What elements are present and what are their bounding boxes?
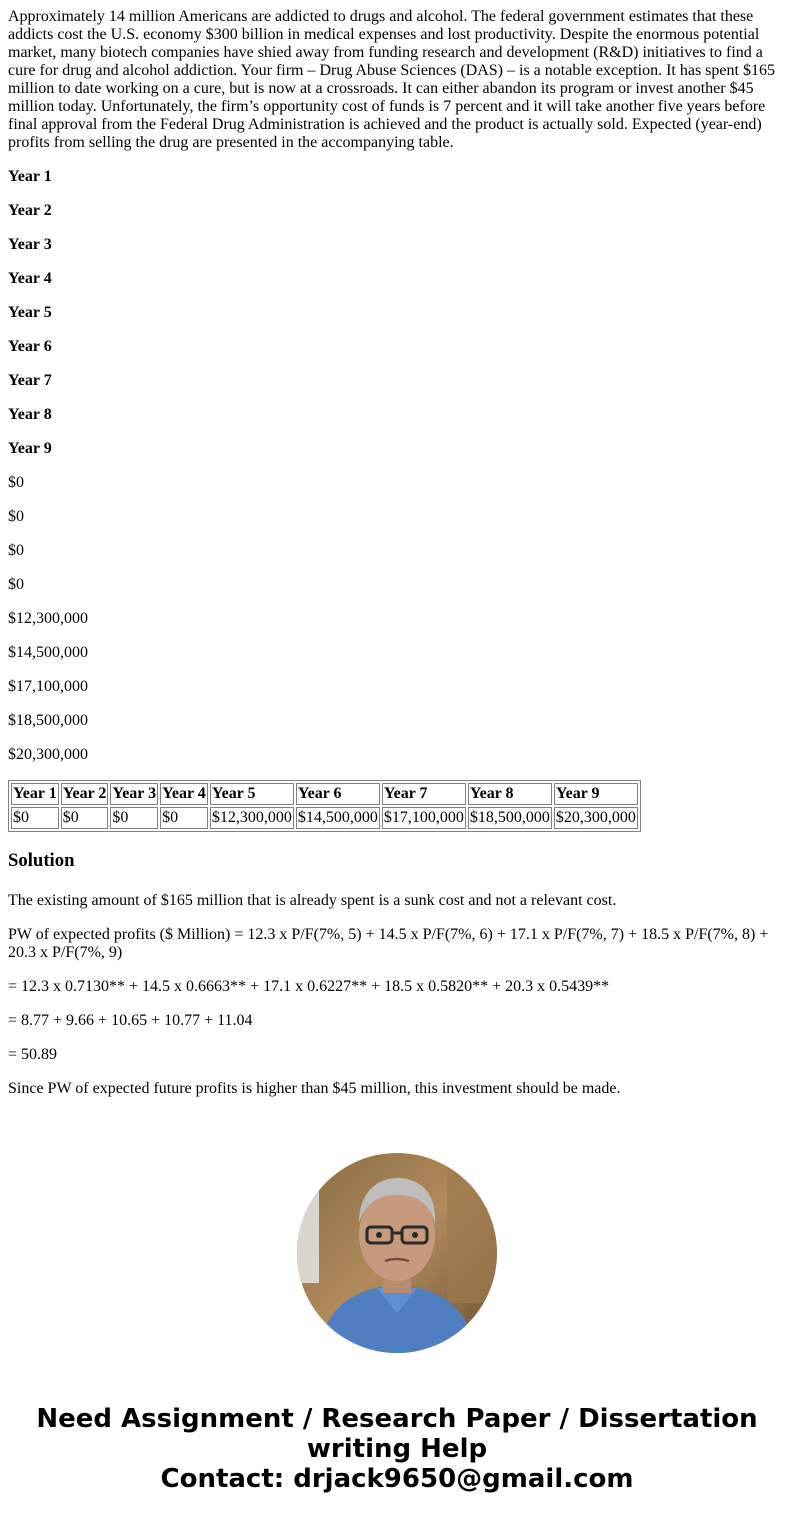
contact-line: Contact: drjack9650@gmail.com	[160, 1464, 634, 1494]
year-label: Year 9	[8, 440, 52, 457]
solution-line: = 8.77 + 9.66 + 10.65 + 10.77 + 11.04	[8, 1012, 253, 1029]
table-cell: $18,500,000	[468, 807, 552, 829]
solution-line: Since PW of expected future profits is higher than $45 million, this investment should be made.	[8, 1080, 621, 1097]
table-row	[11, 807, 638, 829]
table-header-cell: Year 5	[210, 783, 294, 805]
table-header-cell: Year 1	[11, 783, 59, 805]
table-cell: $0	[11, 807, 59, 829]
table-header-cell: Year 9	[554, 783, 638, 805]
table-header-cell: Year 3	[110, 783, 158, 805]
table-header-cell: Year 8	[468, 783, 552, 805]
profit-value: $12,300,000	[8, 610, 88, 627]
solution-line: = 12.3 x 0.7130** + 14.5 x 0.6663** + 17.1 x 0.6227** + 18.5 x 0.5820** + 20.3 x 0.5439**	[8, 978, 610, 995]
table-cell: $20,300,000	[554, 807, 638, 829]
year-label: Year 2	[8, 202, 52, 219]
table-cell: $12,300,000	[210, 807, 294, 829]
avatar	[297, 1153, 497, 1353]
profits-table	[8, 780, 641, 832]
table-cell: $0	[110, 807, 158, 829]
table-header-row	[11, 783, 638, 805]
author-portrait-image	[297, 1153, 497, 1353]
table-cell: $17,100,000	[382, 807, 466, 829]
year-label: Year 3	[8, 236, 52, 253]
table-header-cell: Year 7	[382, 783, 466, 805]
year-label: Year 4	[8, 270, 52, 287]
solution-line: PW of expected profits ($ Million) = 12.3 x P/F(7%, 5) + 14.5 x P/F(7%, 6) + 17.1 x P/F(7%, 7) + 18.5 x P/F(7%, 8) + 20.3 x P/F(7%, 9)	[8, 926, 769, 961]
table-header-cell: Year 6	[296, 783, 380, 805]
table-cell: $0	[61, 807, 109, 829]
year-label: Year 6	[8, 338, 52, 355]
promo-footer	[0, 1404, 794, 1494]
year-label: Year 7	[8, 372, 52, 389]
solution-heading: Solution	[8, 850, 75, 871]
year-label: Year 1	[8, 168, 52, 185]
profit-value: $20,300,000	[8, 746, 88, 763]
profit-value: $0	[8, 508, 24, 525]
year-label: Year 8	[8, 406, 52, 423]
table-cell: $0	[160, 807, 208, 829]
table-cell: $14,500,000	[296, 807, 380, 829]
solution-line: = 50.89	[8, 1046, 58, 1063]
profit-value: $17,100,000	[8, 678, 88, 695]
year-label: Year 5	[8, 304, 52, 321]
promo-line: Need Assignment / Research Paper / Dissertation	[36, 1404, 758, 1434]
profit-value: $0	[8, 576, 24, 593]
profit-value: $18,500,000	[8, 712, 88, 729]
profit-value: $14,500,000	[8, 644, 88, 661]
profit-value: $0	[8, 474, 24, 491]
table-header-cell: Year 4	[160, 783, 208, 805]
promo-line: writing Help	[306, 1434, 488, 1464]
table-header-cell: Year 2	[61, 783, 109, 805]
solution-line: The existing amount of $165 million that is already spent is a sunk cost and not a relevant cost.	[8, 892, 617, 909]
problem-statement: Approximately 14 million Americans are addicted to drugs and alcohol. The federal government estimates that these addicts cost the U.S. economy $300 billion in medical expenses and lost productivity. Despite the enormous potential market, many biotech companies have shied away from funding research and development (R&D) initiatives to find a cure for drug and alcohol addiction. Your firm – Drug Abuse Sciences (DAS) – is a notable exception. It has spent $165 million to date working on a cure, but is now at a crossroads. It can either abandon its program or invest another $45 million today. Unfortunately, the firm’s opportunity cost of funds is 7 percent and it will take another five years before final approval from the Federal Drug Administration is achieved and the product is actually sold. Expected (year-end) profits from selling the drug are presented in the accompanying table.	[8, 8, 775, 151]
profit-value: $0	[8, 542, 24, 559]
